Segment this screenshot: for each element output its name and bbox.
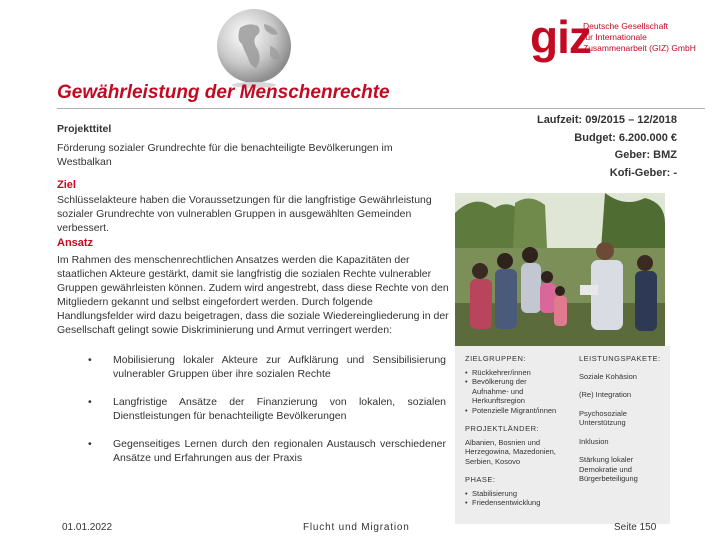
ziel-label: Ziel: [57, 179, 76, 191]
list-item: • Mobilisierung lokaler Akteure zur Aufklärung und Sensibilisierung vulnerabler Gruppen über ihre sozialen Rechte: [88, 354, 446, 380]
phase-list: [465, 489, 560, 508]
projekttitel-label: Projekttitel: [57, 123, 112, 135]
kofi-geber: Kofi-Geber: -: [609, 166, 677, 179]
giz-logo: [530, 10, 710, 80]
panel-left-column: [465, 354, 560, 508]
page-title: Gewährleistung der Menschenrechte: [57, 82, 390, 103]
zielgruppen-list: [465, 368, 560, 416]
panel-right-column: [579, 354, 667, 493]
projekttitel-text: Förderung sozialer Grundrechte für die benachteiligte Bevölkerungen im Westbalkan: [57, 142, 393, 168]
title-divider: [57, 108, 705, 109]
phase-header: PHASE:: [465, 475, 496, 484]
leistungspaket-item: Stärkung lokaler Demokratie und Bürgerbeteiligung: [579, 455, 638, 483]
project-info-panel: [455, 346, 670, 524]
zielgruppen-header: ZIELGRUPPEN:: [465, 354, 527, 363]
projektlaender-header: PROJEKTLÄNDER:: [465, 424, 540, 433]
project-meta: [537, 112, 677, 182]
leistungspaket-item: Psychosoziale Unterstützung: [579, 408, 627, 427]
list-item: • Stabilisierung: [465, 488, 518, 498]
ziel-text: Schlüsselakteure haben die Voraussetzungen für die langfristige Gewährleistung sozialer Grundrechte von vulnerablen Gruppen in ausgewählten Gemeinden verbessert.: [57, 194, 432, 234]
footer-topic: Flucht und Migration: [303, 522, 410, 533]
ansatz-bullet-list: [88, 353, 446, 479]
list-item: • Langfristige Ansätze der Finanzierung von lokalen, sozialen Dienstleistungen für benachteiligte Bevölkerungen: [88, 396, 446, 422]
list-item: • Friedensentwicklung: [465, 498, 541, 507]
leistungspakete-header: LEISTUNGSPAKETE:: [579, 354, 661, 363]
projektlaender-text: Albanien, Bosnien und Herzegowina, Mazedonien, Serbien, Kosovo: [465, 437, 556, 466]
list-item: • Bevölkerung der Aufnahme- und Herkunftsregion: [465, 377, 527, 405]
budget: Budget: 6.200.000 €: [574, 131, 677, 144]
page-number: Seite 150: [614, 522, 657, 533]
list-item: • Gegenseitiges Lernen durch den regionalen Austausch verschiedener Ansätze und Erfahrungen aus der Praxis: [88, 438, 446, 464]
leistungspaket-item: Soziale Kohäsion: [579, 371, 637, 381]
leistungspaket-item: Inklusion: [579, 436, 609, 446]
footer-date: 01.01.2022: [62, 522, 113, 533]
geber: Geber: BMZ: [614, 149, 677, 161]
logo-org-name: Deutsche Gesellschaft für Internationale Zusammenarbeit (GIZ) GmbH: [583, 21, 696, 53]
laufzeit: Laufzeit: 09/2015 – 12/2018: [536, 114, 677, 126]
leistungspaket-item: (Re) Integration: [579, 390, 632, 399]
project-photo: [455, 193, 665, 346]
list-item: • Rückkehrer/innen: [465, 367, 531, 377]
list-item: • Potenzielle Migrant/innen: [465, 405, 557, 415]
logo-wordmark: giz: [530, 11, 591, 63]
globe-icon: [212, 6, 296, 90]
ansatz-label: Ansatz: [57, 237, 94, 249]
ansatz-text: Im Rahmen des menschenrechtlichen Ansatzes werden die Kapazitäten der staatlichen Akteure gestärkt, damit sie langfristig die sozialen Rechte vulnerabler Gruppen gewährleisten können. Zudem wird angestrebt, dass diese Rechte von den Mitgliedern gekannt und selbst eingefordert werden. Durch folgende Handlungsfelder wird dazu beigetragen, dass die soziale Wiedereingliederung in der Gesellschaft gelingt sowie Diskriminierung und Armut verringert werden:: [57, 254, 449, 336]
